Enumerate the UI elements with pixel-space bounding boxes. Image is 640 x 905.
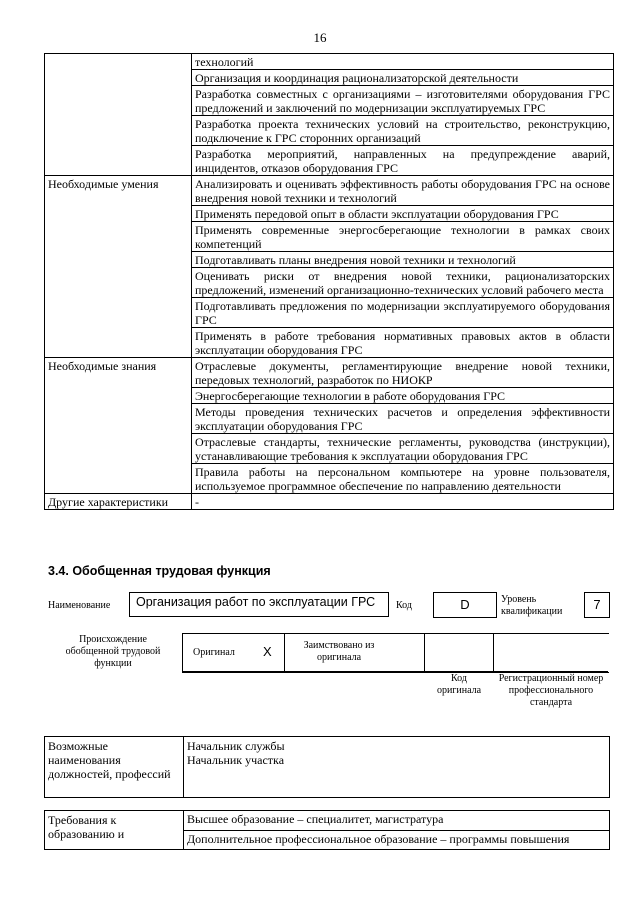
requirement-cell: Отраслевые стандарты, технические регламенты, руководства (инструкции), устанавливающие требования к эксплуатации оборудования ГРС — [192, 434, 614, 464]
code-original-label: Код оригинала — [436, 673, 482, 696]
positions-label: Возможные наименования должностей, профессий — [45, 737, 184, 798]
code-label: Код — [396, 600, 412, 611]
requirement-cell: Анализировать и оценивать эффективность работы оборудования ГРС на основе внедрения новой техники и технологий — [192, 176, 614, 206]
name-label: Наименование — [48, 600, 111, 611]
original-mark: X — [263, 644, 272, 659]
requirement-cell: - — [192, 494, 614, 510]
requirement-cell: Отраслевые документы, регламентирующие внедрение новой техники, передовых технологий, разработок по НИОКР — [192, 358, 614, 388]
borrowed-label: Заимствовано из оригинала — [303, 640, 375, 663]
education-table — [44, 810, 610, 850]
position-item: Начальник службы — [187, 739, 285, 753]
requirement-cell: Разработка мероприятий, направленных на предупреждение аварий, инцидентов, отказов оборудования ГРС — [192, 146, 614, 176]
row-label: Другие характеристики — [45, 494, 192, 510]
skills-table — [44, 53, 614, 510]
requirement-cell: Применять современные энергосберегающие технологии в рамках своих компетенций — [192, 222, 614, 252]
level-value: 7 — [593, 597, 601, 612]
name-box — [129, 592, 389, 617]
positions-values — [184, 737, 610, 798]
requirement-cell: Энергосберегающие технологии в работе оборудования ГРС — [192, 388, 614, 404]
requirement-cell: Применять в работе требования нормативных правовых актов в области эксплуатации оборудования ГРС — [192, 328, 614, 358]
code-value: D — [460, 597, 470, 612]
row-label: Необходимые знания — [45, 358, 192, 494]
education-label: Требования к образованию и — [45, 811, 184, 850]
education-item: Высшее образование – специалитет, магистратура — [184, 811, 610, 831]
origin-label: Происхождение обобщенной трудовой функции — [65, 634, 161, 669]
level-label-2: квалификации — [501, 606, 563, 617]
original-label: Оригинал — [193, 647, 235, 658]
requirement-cell: Разработка проекта технических условий на строительство, реконструкцию, подключение к ГРС сторонних организаций — [192, 116, 614, 146]
requirement-cell: Подготавливать предложения по модернизации эксплуатируемого оборудования ГРС — [192, 298, 614, 328]
row-label — [45, 54, 192, 176]
requirement-cell: Методы проведения технических расчетов и определения эффективности эксплуатации оборудования ГРС — [192, 404, 614, 434]
name-value: Организация работ по эксплуатации ГРС — [136, 595, 376, 609]
positions-table — [44, 736, 610, 798]
requirement-cell: Применять передовой опыт в области эксплуатации оборудования ГРС — [192, 206, 614, 222]
requirement-cell: Правила работы на персональном компьютере на уровне пользователя, используемое программное обеспечение по направлению деятельности — [192, 464, 614, 494]
code-box — [433, 592, 497, 618]
page-number: 16 — [313, 30, 327, 45]
requirement-cell: Разработка совместных с организациями – изготовителями оборудования ГРС предложений и заключений по модернизации эксплуатируемых ГРС — [192, 86, 614, 116]
position-item: Начальник участка — [187, 753, 285, 767]
education-item: Дополнительное профессиональное образование – программы повышения — [184, 830, 610, 850]
level-label-1: Уровень — [501, 594, 537, 605]
reg-number-label: Регистрационный номер профессионального стандарта — [498, 673, 604, 708]
requirement-cell: Подготавливать планы внедрения новой техники и технологий — [192, 252, 614, 268]
requirement-cell: Организация и координация рационализаторской деятельности — [192, 70, 614, 86]
section-title: 3.4. Обобщенная трудовая функция — [48, 564, 271, 578]
requirement-cell: технологий — [192, 54, 614, 70]
origin-box — [182, 633, 609, 673]
row-label: Необходимые умения — [45, 176, 192, 358]
requirement-cell: Оценивать риски от внедрения новой техники, рационализаторских предложений, изменений организационно-технических условий рабочего места — [192, 268, 614, 298]
level-box — [584, 592, 610, 618]
